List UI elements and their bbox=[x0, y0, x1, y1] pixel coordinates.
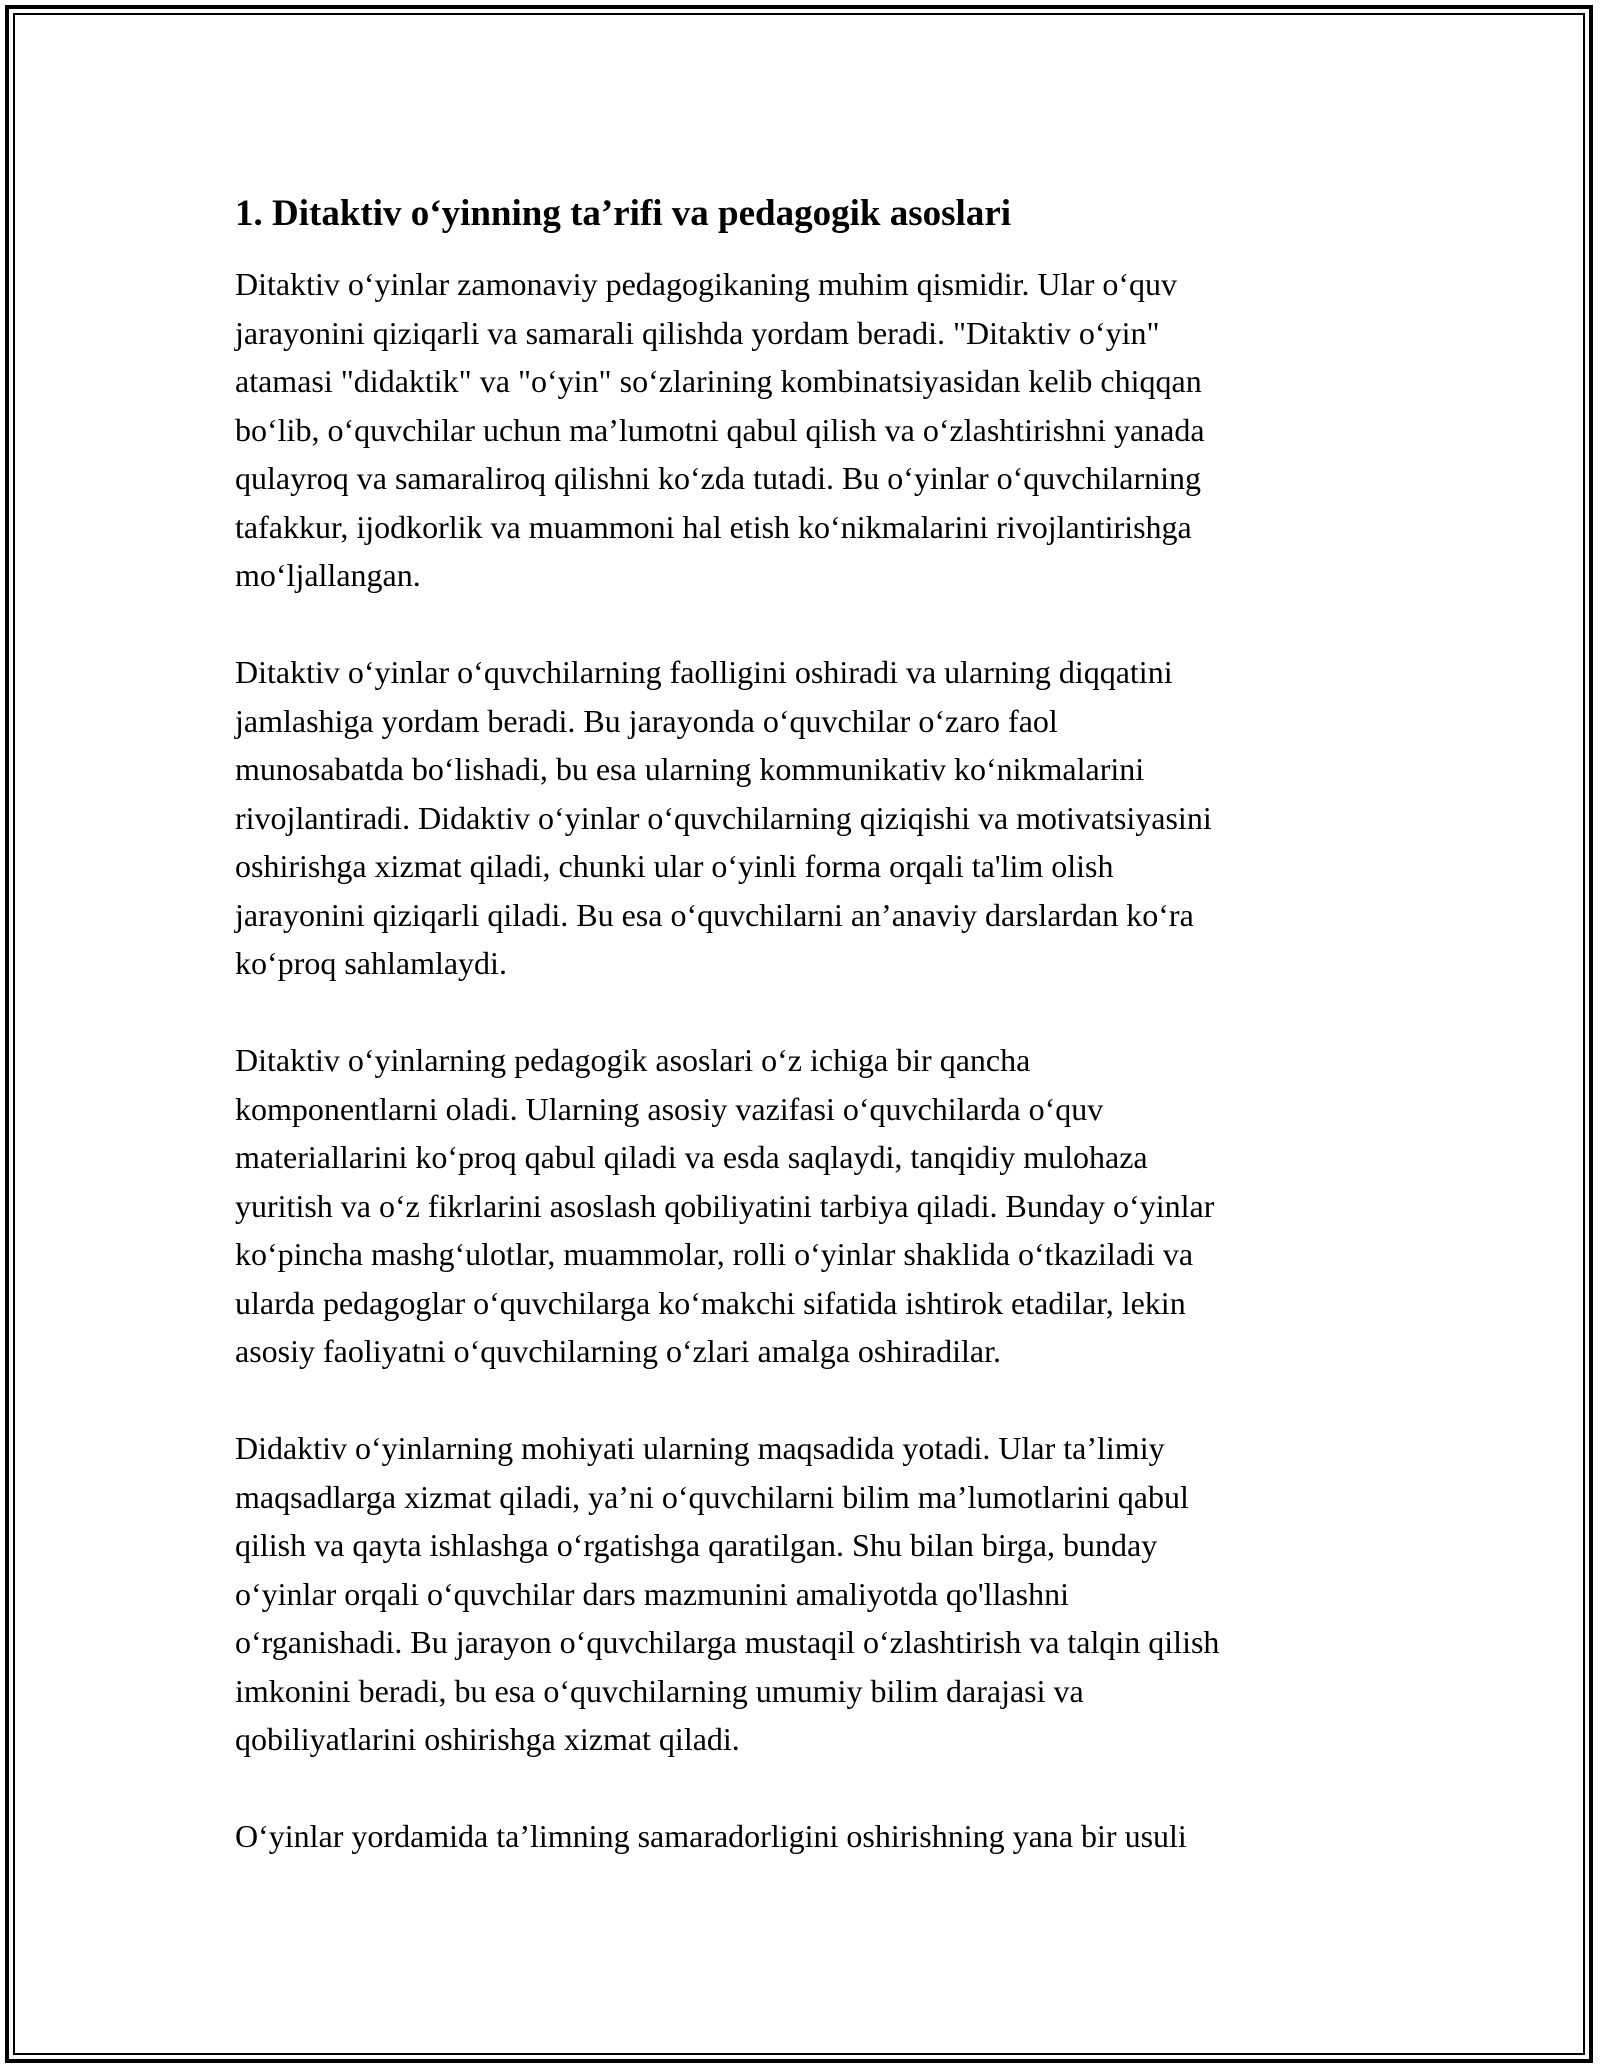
paragraph-line: qobiliyatlarini oshirishga xizmat qiladi. bbox=[235, 1721, 740, 1757]
paragraph-line: asosiy faoliyatni o‘quvchilarning o‘zlari amalga oshiradilar. bbox=[235, 1333, 1001, 1369]
paragraph-line: qulayroq va samaraliroq qilishni ko‘zda tutadi. Bu o‘yinlar o‘quvchilarning bbox=[235, 460, 1201, 496]
paragraph bbox=[235, 648, 1385, 988]
paragraph-line: O‘yinlar yordamida ta’limning samaradorligini oshirishning yana bir usuli bbox=[235, 1818, 1187, 1854]
paragraph-line: maqsadlarga xizmat qiladi, ya’ni o‘quvchilarni bilim ma’lumotlarini qabul bbox=[235, 1478, 1189, 1515]
paragraph-line: o‘rganishadi. Bu jarayon o‘quvchilarga mustaqil o‘zlashtirish va talqin qilish bbox=[235, 1624, 1220, 1660]
paragraph bbox=[235, 1036, 1385, 1376]
paragraph-line: ularda pedagoglar o‘quvchilarga ko‘makchi sifatida ishtirok etadilar, lekin bbox=[235, 1284, 1186, 1321]
document-body bbox=[235, 190, 1385, 1909]
paragraph-line: munosabatda bo‘lishadi, bu esa ularning kommunikativ ko‘nikmalarini bbox=[235, 751, 1145, 787]
paragraph-line: o‘yinlar orqali o‘quvchilar dars mazmunini amaliyotda qo'llashni bbox=[235, 1575, 1069, 1612]
paragraph-line: atamasi "didaktik" va "o‘yin" so‘zlarining kombinatsiyasidan kelib chiqqan bbox=[235, 363, 1202, 399]
paragraph-line: imkonini beradi, bu esa o‘quvchilarning umumiy bilim darajasi va bbox=[235, 1672, 1084, 1709]
paragraph-line: Ditaktiv o‘yinlarning pedagogik asoslari o‘z ichiga bir qancha bbox=[235, 1042, 1031, 1078]
paragraph-line: Didaktiv o‘yinlarning mohiyati ularning maqsadida yotadi. Ular ta’limiy bbox=[235, 1430, 1165, 1466]
paragraph-line: Ditaktiv o‘yinlar o‘quvchilarning faolligini oshiradi va ularning diqqatini bbox=[235, 654, 1173, 690]
paragraph-line: yuritish va o‘z fikrlarini asoslash qobiliyatini tarbiya qiladi. Bunday o‘yinlar bbox=[235, 1187, 1215, 1224]
paragraph-line: Ditaktiv o‘yinlar zamonaviy pedagogikaning muhim qismidir. Ular o‘quv bbox=[235, 266, 1178, 302]
paragraph bbox=[235, 1424, 1385, 1764]
paragraph-line: oshirishga xizmat qiladi, chunki ular o‘yinli forma orqali ta'lim olish bbox=[235, 848, 1114, 884]
paragraph-line: bo‘lib, o‘quvchilar uchun ma’lumotni qabul qilish va o‘zlashtirishni yanada bbox=[235, 411, 1205, 448]
paragraph-line: jarayonini qiziqarli va samarali qilishda yordam beradi. "Ditaktiv o‘yin" bbox=[235, 314, 1160, 351]
paragraph-line: mo‘ljallangan. bbox=[235, 557, 421, 593]
section-heading: 1. Ditaktiv o‘yinning ta’rifi va pedagogik asoslari bbox=[235, 193, 1012, 234]
paragraph bbox=[235, 260, 1385, 600]
paragraph-line: ko‘proq sahlamlaydi. bbox=[235, 945, 507, 981]
paragraph-line: ko‘pincha mashg‘ulotlar, muammolar, rolli o‘yinlar shaklida o‘tkaziladi va bbox=[235, 1236, 1194, 1272]
paragraph-line: jamlashiga yordam beradi. Bu jarayonda o‘quvchilar o‘zaro faol bbox=[235, 702, 1058, 739]
paragraph-line: rivojlantiradi. Didaktiv o‘yinlar o‘quvchilarning qiziqishi va motivatsiyasini bbox=[235, 799, 1212, 836]
paragraph bbox=[235, 1812, 1385, 1861]
paragraph-line: qilish va qayta ishlashga o‘rgatishga qaratilgan. Shu bilan birga, bunday bbox=[235, 1527, 1158, 1563]
paragraph-line: materiallarini ko‘proq qabul qiladi va esda saqlaydi, tanqidiy mulohaza bbox=[235, 1139, 1148, 1175]
paragraph-line: jarayonini qiziqarli qiladi. Bu esa o‘quvchilarni an’anaviy darslardan ko‘ra bbox=[235, 896, 1194, 933]
paragraph-line: komponentlarni oladi. Ularning asosiy vazifasi o‘quvchilarda o‘quv bbox=[235, 1090, 1104, 1127]
paragraph-list bbox=[235, 260, 1385, 1861]
paragraph-line: tafakkur, ijodkorlik va muammoni hal etish ko‘nikmalarini rivojlantirishga bbox=[235, 508, 1192, 545]
